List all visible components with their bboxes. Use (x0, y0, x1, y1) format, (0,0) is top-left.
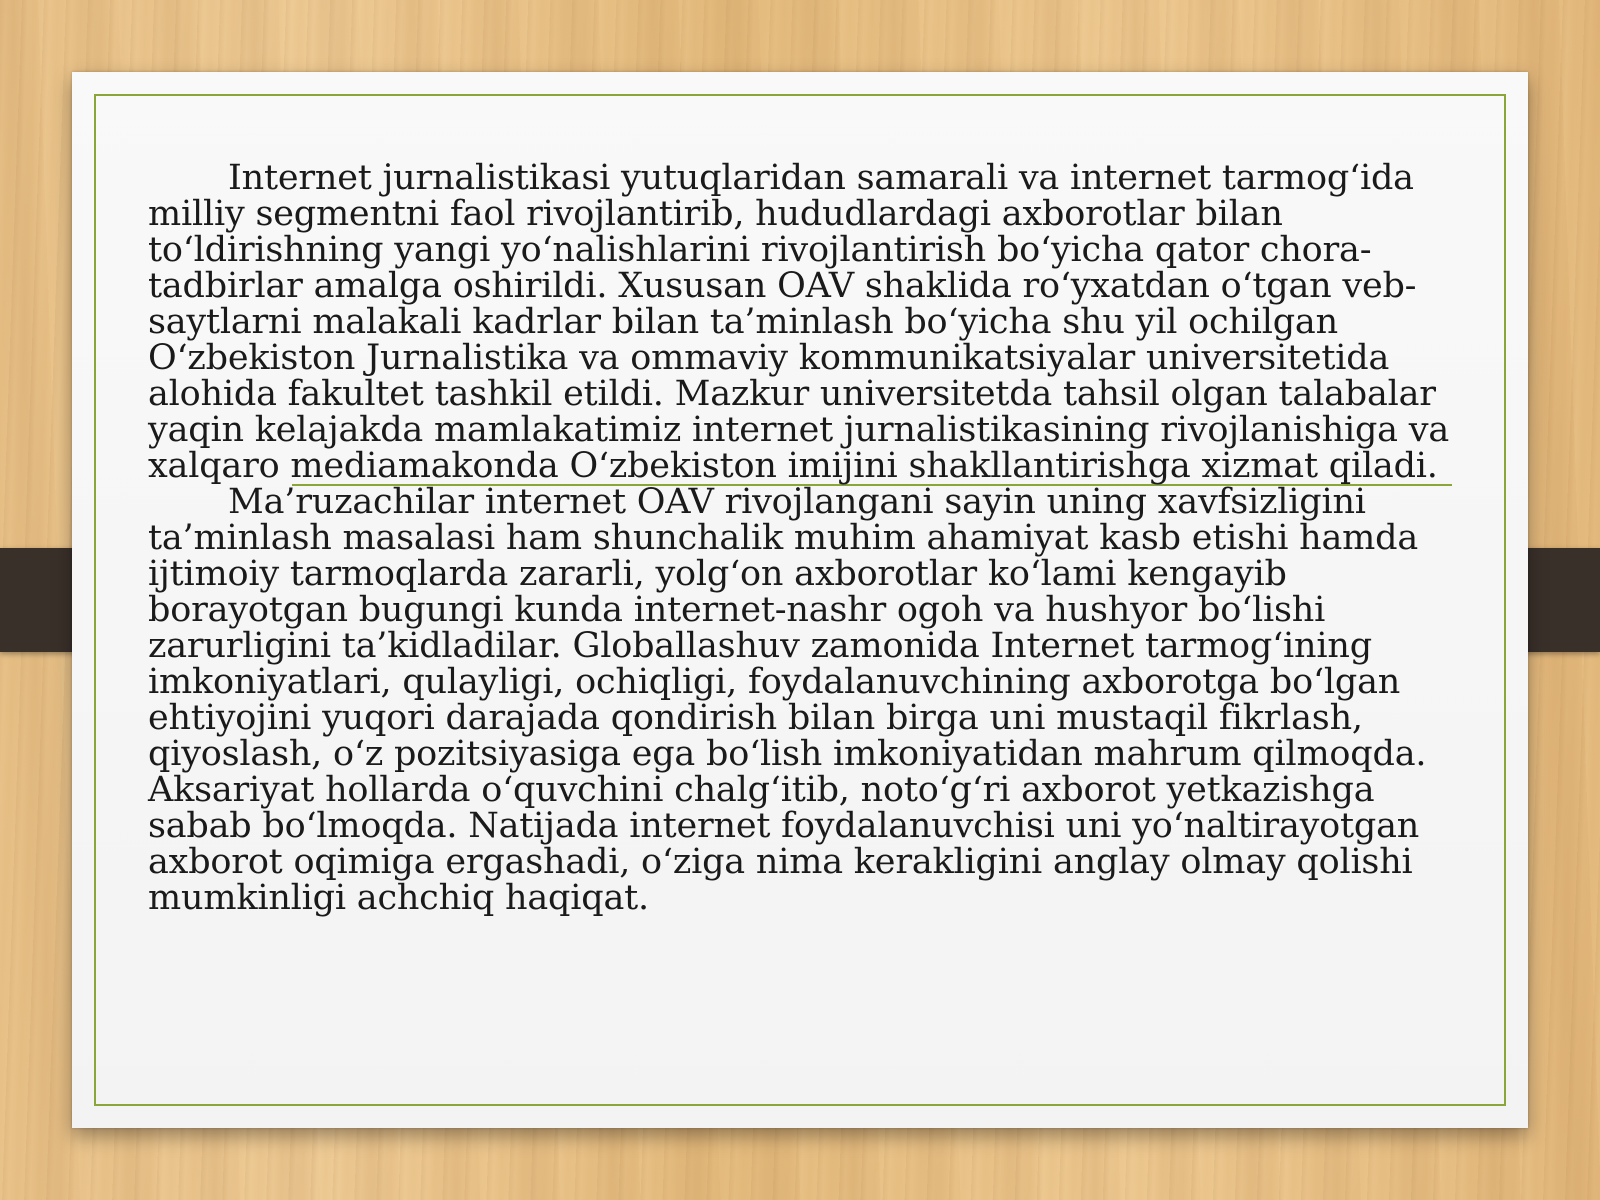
slide-body-text (148, 160, 1458, 916)
slide-paper (72, 72, 1528, 1128)
paragraph-1: Internet jurnalistikasi yutuqlaridan samarali va internet tarmog‘ida milliy segmentni faol rivojlantirib, hududlardagi axborotlar bilan to‘ldirishning yangi yo‘nalishlarini rivojlantirish bo‘yicha qator chora-tadbirlar amalga oshirildi. Xususan OAV shaklida ro‘yxatdan o‘tgan veb-saytlarni malakali kadrlar bilan ta’minlash bo‘yicha shu yil ochilgan O‘zbekiston Jurnalistika va ommaviy kommunikatsiyalar universitetida alohida fakultet tashkil etildi. Mazkur universitetda tahsil olgan talabalar yaqin kelajakda mamlakatimiz internet jurnalistikasining rivojlanishiga va xalqaro mediamakonda O‘zbekiston imijini shakllantirishga xizmat qiladi. (148, 158, 1450, 486)
paragraph-2: Ma’ruzachilar internet OAV rivojlangani sayin uning xavfsizligini ta’minlash masalasi ham shunchalik muhim ahamiyat kasb etishi hamda ijtimoiy tarmoqlarda zararli, yolg‘on axborotlar ko‘lami kengayib borayotgan bugungi kunda internet-nashr ogoh va hushyor bo‘lishi zarurligini ta’kidladilar. Globallashuv zamonida Internet tarmog‘ining imkoniyatlari, qulayligi, ochiqligi, foydalanuvchining axborotga bo‘lgan ehtiyojini yuqori darajada qondirish bilan birga uni mustaqil fikrlash, qiyoslash, o‘z pozitsiyasiga ega bo‘lish imkoniyatidan mahrum qilmoqda. Aksariyat hollarda o‘quvchini chalg‘itib, noto‘g‘ri axborot yetkazishga sabab bo‘lmoqda. Natijada internet foydalanuvchisi uni yo‘naltirayotgan axborot oqimiga ergashadi, o‘ziga nima kerakligini anglay olmay qolishi mumkinligi achchiq haqiqat. (148, 482, 1427, 918)
